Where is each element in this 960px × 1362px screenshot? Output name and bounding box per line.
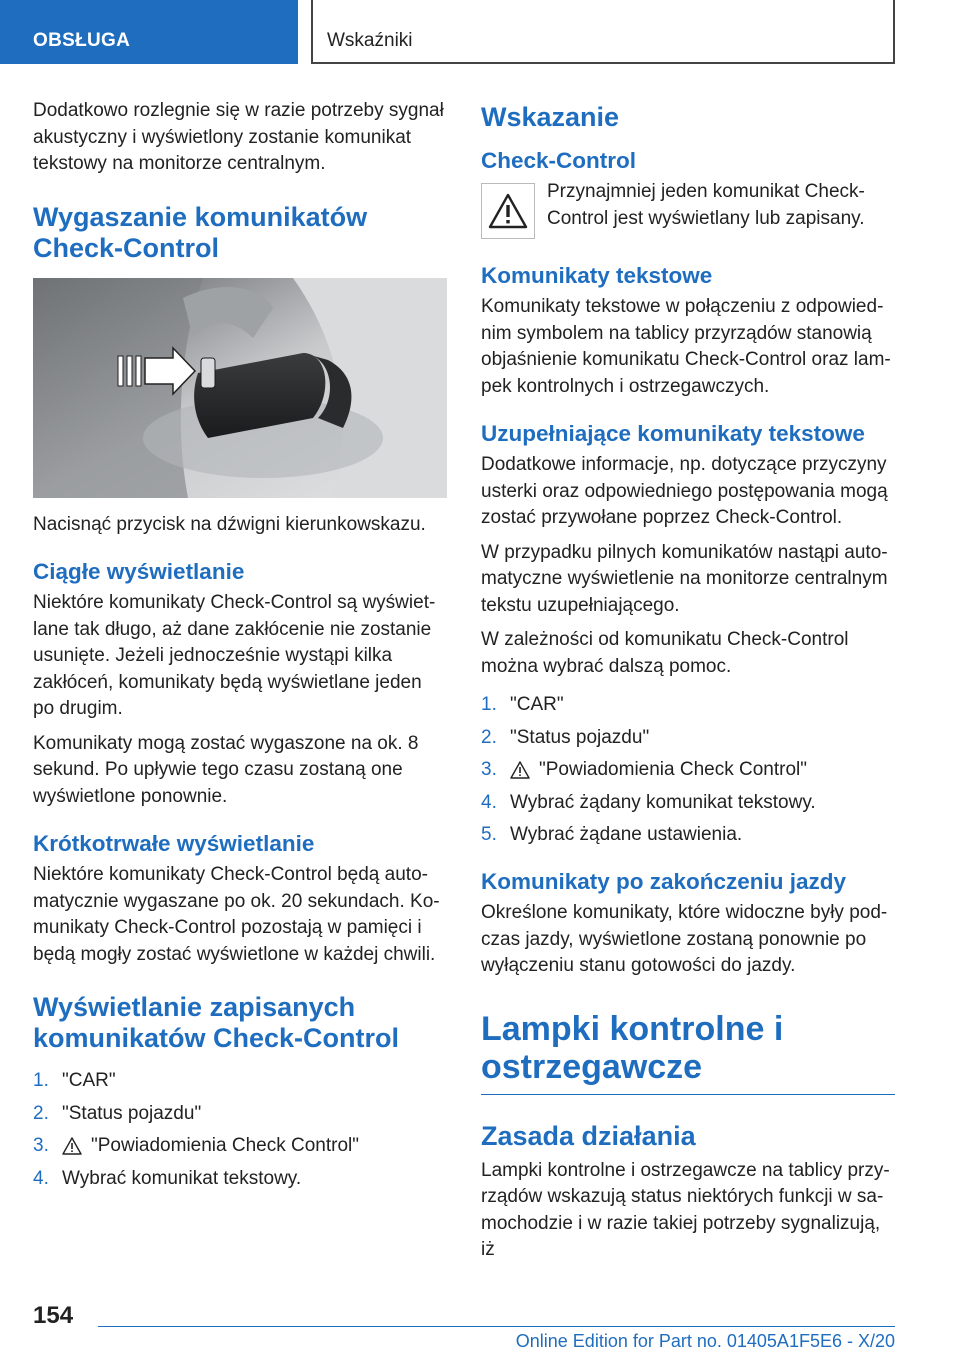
- page-number: 154: [33, 1302, 74, 1329]
- heading-check-control: Check-Control: [481, 148, 637, 173]
- heading-stored-messages: Wyświetlanie zapisanych komunikatów Check-Control: [33, 992, 400, 1053]
- step-number: 2.: [33, 1102, 49, 1124]
- short-paragraph: Niektóre komunikaty Check-Control będą automatycznie wygaszane po ok. 20 sekundach. Komunikaty Check-Control pozostają w pamięci i będą mogły zostać wyświetlone w każdej chwili.: [33, 864, 440, 965]
- supplementary-paragraph-3: W zależności od komunikatu Check-Control można wybrać dalszą pomoc.: [481, 629, 849, 677]
- step-text: Wybrać żądany komunikat tekstowy.: [510, 791, 816, 813]
- step-text: Wybrać żądane ustawienia.: [510, 824, 743, 845]
- heading-display: Wskazanie: [481, 102, 620, 132]
- supplementary-steps: [481, 692, 895, 848]
- intro-paragraph: Dodatkowo rozlegnie się w razie potrzeby sygnał akustyczny i wyświetlony zostanie komunikat tekstowy na monitorze centralnym.: [33, 100, 444, 174]
- heading-indicator-lamps: Lampki kontrolne i ostrzegawcze: [481, 1010, 895, 1095]
- warning-triangle-icon: [488, 193, 528, 229]
- list-item: [481, 757, 895, 783]
- continuous-paragraph-2: Komunikaty mogą zostać wygaszone na ok. 8 sekund. Po upływie tego czasu zostaną one wyświetlone ponownie.: [33, 732, 419, 807]
- step-text: "Powiadomienia Check Control": [539, 759, 808, 780]
- after-drive-paragraph: Określone komunikaty, które widoczne były podczas jazdy, wyświetlone zostaną ponownie po wyłączeniu stanu gotowości do jazdy.: [481, 902, 888, 976]
- figure-caption: Nacisnąć przycisk na dźwigni kierunkowskazu.: [33, 513, 426, 535]
- heading-short-display: Krótkotrwałe wyświetlanie: [33, 831, 315, 856]
- section-tab: OBSŁUGA: [0, 0, 298, 64]
- step-text: "CAR": [62, 1070, 116, 1091]
- step-number: 1.: [33, 1070, 49, 1091]
- heading-principle: Zasada działania: [481, 1120, 696, 1151]
- step-number: 1.: [481, 694, 497, 715]
- list-item: [33, 1068, 447, 1094]
- heading-text-messages: Komunikaty tekstowe: [481, 263, 713, 288]
- list-item: [33, 1133, 447, 1159]
- list-item: [481, 822, 895, 848]
- list-item: [481, 692, 895, 718]
- step-text: "Status pojazdu": [62, 1102, 202, 1124]
- stored-messages-steps: [33, 1068, 447, 1192]
- list-item: [33, 1101, 447, 1127]
- right-column: [481, 98, 895, 1272]
- step-number: 2.: [481, 726, 497, 748]
- step-number: 4.: [481, 791, 497, 813]
- continuous-paragraph-1: Niektóre komunikaty Check-Control są wyświetlane tak długo, aż dane zakłócenie nie zostanie usunięte. Jeżeli jednocześnie wystąpi kilka zakłóceń, komunikaty będą wyświetlane jeden po drugim.: [33, 592, 436, 719]
- heading-supplementary-messages: Uzupełniające komunikaty tekstowe: [481, 421, 865, 446]
- supplementary-paragraph-1: Dodatkowe informacje, np. dotyczące przyczyny usterki oraz odpowiedniego postępowania mogą zostać przywołane poprzez Check-Control.: [481, 454, 888, 528]
- warning-triangle-icon: [510, 761, 530, 779]
- heading-continuous-display: Ciągłe wyświetlanie: [33, 559, 245, 584]
- turn-signal-lever-illustration: [33, 278, 447, 498]
- check-control-warning-row: [481, 179, 895, 240]
- footer-divider: [98, 1326, 895, 1327]
- left-column: [33, 98, 447, 1198]
- step-number: 4.: [33, 1167, 49, 1189]
- step-text: "Status pojazdu": [510, 726, 650, 748]
- step-number: 3.: [481, 759, 497, 780]
- step-text: "CAR": [510, 694, 564, 715]
- list-item: [481, 725, 895, 751]
- step-text: "Powiadomienia Check Control": [91, 1135, 360, 1156]
- text-messages-paragraph: Komunikaty tekstowe w połączeniu z odpowiednim symbolem na tablicy przyrządów stanowią objaśnienie komunikatu Check-Control oraz lampek kontrolnych i ostrzegawczych.: [481, 296, 891, 397]
- heading-after-drive: Komunikaty po zakończeniu jazdy: [481, 869, 847, 894]
- warning-triangle-icon: [62, 1137, 82, 1155]
- step-number: 3.: [33, 1135, 49, 1156]
- warning-symbol-box: [481, 183, 535, 239]
- principle-paragraph: Lampki kontrolne i ostrzegawcze na tablicy przyrządów wskazują status niektórych funkcji w samochodzie i w razie takiej potrzeby sygnalizują, iż: [481, 1159, 890, 1260]
- supplementary-paragraph-2: W przypadku pilnych komunikatów nastąpi automatyczne wyświetlenie na monitorze centralnym tekstu uzupełniającego.: [481, 541, 888, 616]
- check-control-text: Przynajmniej jeden komunikat Check-Control jest wyświetlany lub zapisany.: [547, 181, 865, 229]
- list-item: [33, 1166, 447, 1192]
- heading-dismiss-messages: Wygaszanie komunikatów Check-Control: [33, 201, 368, 263]
- step-text: Wybrać komunikat tekstowy.: [62, 1167, 302, 1189]
- chapter-title: Wskaźniki: [311, 0, 895, 64]
- list-item: [481, 790, 895, 816]
- footer-edition: Online Edition for Part no. 01405A1F5E6 - X/20: [515, 1331, 895, 1351]
- step-number: 5.: [481, 824, 497, 845]
